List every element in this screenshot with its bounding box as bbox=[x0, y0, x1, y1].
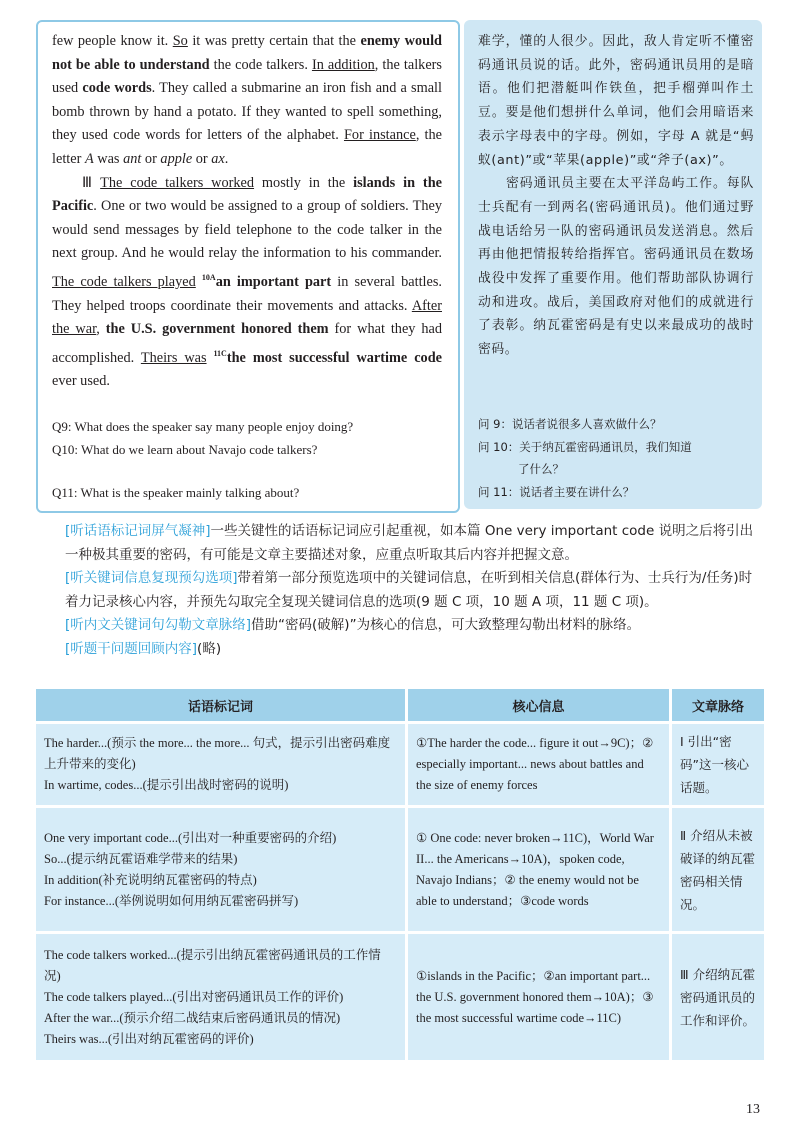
note-body: 带着第一部分预览选项中的关键词信息，在听到相关信息(群体行为、士兵行为/任务)时着力记录核心内容，并预先勾取完全复现关键词信息的选项(9 题 C 项，10 题 A 项，11 题 C 项)。 bbox=[65, 570, 753, 610]
question-11: Q11: What is the speaker mainly talking about? bbox=[52, 485, 300, 500]
marker-item: For instance...(举例说明如何用纳瓦霍密码拼写) bbox=[44, 893, 299, 908]
note-heading: [听内文关键词句勾勒文章脉络] bbox=[65, 617, 252, 633]
strategy-notes bbox=[38, 520, 764, 661]
text: . They called a submarine an iron fish and a small bomb thrown by hand a potato. If they wanted to spell something, they used code words for letters of the alphabet. bbox=[52, 80, 442, 144]
markers-cell bbox=[36, 934, 408, 1060]
text: , the talkers used bbox=[52, 56, 442, 97]
chinese-question-11: 问 11：说话者主要在讲什么？ bbox=[478, 485, 635, 499]
page-number: 13 bbox=[746, 1102, 760, 1117]
text: mostly in the bbox=[254, 174, 354, 191]
header-core-info: 核心信息 bbox=[408, 689, 672, 724]
text: , bbox=[96, 321, 106, 338]
answer-tag: 11C bbox=[213, 348, 227, 358]
marker-for-instance: For instance bbox=[343, 127, 416, 144]
chinese-question-10: 问 10：关于纳瓦霍密码通讯员，我们知道 bbox=[478, 440, 692, 454]
text: A bbox=[84, 150, 94, 167]
text: for what they had accomplished. bbox=[52, 321, 443, 366]
table-row bbox=[36, 808, 764, 934]
english-paragraph-1 bbox=[52, 30, 442, 172]
text: or bbox=[192, 150, 212, 167]
chinese-question-9: 问 9：说话者说很多人喜欢做什么？ bbox=[478, 417, 662, 431]
note-body: 借助“密码(破解)”为核心的信息，可大致整理勾勒出材料的脉络。 bbox=[251, 617, 641, 633]
marker-item: The code talkers played...(引出对密码通讯员工作的评价) bbox=[44, 989, 344, 1004]
text: in several battles. They helped troops coordinate their movements and attacks. bbox=[52, 273, 443, 314]
header-outline: 文章脉络 bbox=[672, 689, 764, 724]
key-phrase: islands in the Pacific bbox=[52, 174, 442, 215]
header-markers: 话语标记词 bbox=[36, 689, 408, 724]
analysis-table bbox=[36, 689, 764, 1060]
marker-code-talkers-worked: The code talkers worked bbox=[100, 174, 255, 191]
marker-item: In addition(补充说明纳瓦霍密码的特点) bbox=[44, 872, 257, 887]
note-2 bbox=[38, 567, 764, 614]
text: . One or two would be assigned to a group of soldiers. They would send messages by field telephone to the code talker in the next group. And he would relay the information to his commander. bbox=[52, 198, 442, 262]
note-heading: [听话语标记词屏气凝神] bbox=[65, 523, 211, 539]
text: ant bbox=[123, 150, 142, 167]
section-number: Ⅲ bbox=[82, 174, 97, 191]
text: or bbox=[141, 150, 161, 167]
note-3 bbox=[38, 614, 764, 638]
note-heading: [听关键词信息复现预勾选项] bbox=[65, 570, 238, 586]
text: . bbox=[224, 150, 229, 167]
marker-item: The harder...(预示 the more... the more... 句式，提示引出密码难度上升带来的变化) bbox=[44, 736, 391, 771]
chinese-question-10-cont: 了什么？ bbox=[518, 462, 564, 476]
marker-item: After the war...(预示介绍二战结束后密码通讯员的情况) bbox=[44, 1010, 341, 1025]
note-body: (略) bbox=[197, 640, 222, 657]
text: ever used. bbox=[52, 373, 110, 390]
marker-item: The code talkers worked...(提示引出纳瓦霍密码通讯员的工作情况) bbox=[44, 947, 381, 983]
english-transcript bbox=[52, 30, 442, 394]
table-header-row bbox=[36, 689, 764, 724]
chinese-paragraph-1: 难学，懂的人很少。因此，敌人肯定听不懂密码通讯员说的话。此外，密码通讯员用的是暗语。他们把潜艇叫作铁鱼，把手榴弹叫作土豆。要是他们想拼什么单词，他们会用暗语来表示字母表中的字母。例如，字母 A 就是“蚂蚁(ant)”或“苹果(apple)”或“斧子(ax)”。 bbox=[478, 34, 754, 168]
note-body: 一些关键性的话语标记词应引起重视，如本篇 One very important code 说明之后将引出一种极其重要的密码，有可能是文章主要描述对象，应重点听取其后内容并把握文意。 bbox=[65, 523, 754, 563]
marker-after-the-war: After the war bbox=[52, 297, 442, 338]
table-row bbox=[36, 934, 764, 1060]
key-phrase: an important part bbox=[215, 273, 332, 290]
outline-cell: Ⅲ 介绍纳瓦霍密码通讯员的工作和评价。 bbox=[672, 934, 764, 1060]
outline-cell: Ⅱ 介绍从未被破译的纳瓦霍密码相关情况。 bbox=[672, 808, 764, 934]
text: it was pretty certain that the bbox=[187, 33, 361, 49]
text: apple bbox=[160, 150, 193, 167]
chinese-translation bbox=[478, 30, 754, 362]
note-1 bbox=[38, 520, 764, 567]
table-row bbox=[36, 724, 764, 808]
text: ax bbox=[211, 150, 225, 167]
question-9: Q9: What does the speaker say many people enjoy doing? bbox=[52, 419, 354, 434]
key-phrase: the most successful wartime code bbox=[226, 349, 442, 366]
text: the code talkers. bbox=[209, 56, 312, 73]
marker-so: So bbox=[172, 33, 188, 49]
key-phrase: code words bbox=[82, 80, 152, 97]
text: was bbox=[93, 150, 124, 167]
answer-tag: 10A bbox=[201, 272, 216, 282]
question-10: Q10: What do we learn about Navajo code talkers? bbox=[52, 442, 318, 457]
english-paragraph-2 bbox=[52, 172, 442, 394]
note-4 bbox=[38, 638, 764, 662]
marker-item: So...(提示纳瓦霍语难学带来的结果) bbox=[44, 851, 238, 866]
key-phrase: the U.S. government honored them bbox=[105, 321, 329, 338]
marker-item: In wartime, codes...(提示引出战时密码的说明) bbox=[44, 778, 289, 792]
markers-cell bbox=[36, 724, 408, 808]
text: few people know it. bbox=[52, 33, 173, 49]
marker-in-addition: In addition bbox=[311, 56, 375, 73]
core-cell: ① One code: never broken→11C)，World War II... the Americans→10A)，spoken code, Navajo Indians；② the enemy would not be able to understand；③code words bbox=[408, 808, 672, 934]
marker-item: One very important code...(引出对一种重要密码的介绍) bbox=[44, 830, 337, 845]
text: , the letter bbox=[52, 127, 442, 167]
chinese-paragraph-2: 密码通讯员主要在太平洋岛屿工作。每队士兵配有一到两名(密码通讯员)。他们通过野战电话给另一队的密码通讯员发送消息。然后再由他把情报转给指挥官。密码通讯员在数场战役中发挥了重要作用。他们帮助部队协调行动和进攻。战后，美国政府对他们的成就进行了表彰。纳瓦霍密码是有史以来最成功的战时密码。 bbox=[478, 176, 754, 358]
note-heading: [听题干问题回顾内容] bbox=[65, 640, 198, 657]
marker-code-talkers-played: The code talkers played bbox=[52, 273, 196, 290]
core-cell: ①islands in the Pacific；②an important part... the U.S. government honored them→10A)；③ the most successful wartime code→11C) bbox=[408, 934, 672, 1060]
marker-theirs-was: Theirs was bbox=[140, 349, 207, 366]
key-phrase: enemy would not be able to understand bbox=[52, 33, 443, 73]
marker-item: Theirs was...(引出对纳瓦霍密码的评价) bbox=[44, 1031, 254, 1046]
markers-cell bbox=[36, 808, 408, 934]
outline-cell: Ⅰ 引出“密码”这一核心话题。 bbox=[672, 724, 764, 808]
core-cell: ①The harder the code... figure it out→9C)；② especially important... news about battles and the size of enemy forces bbox=[408, 724, 672, 808]
